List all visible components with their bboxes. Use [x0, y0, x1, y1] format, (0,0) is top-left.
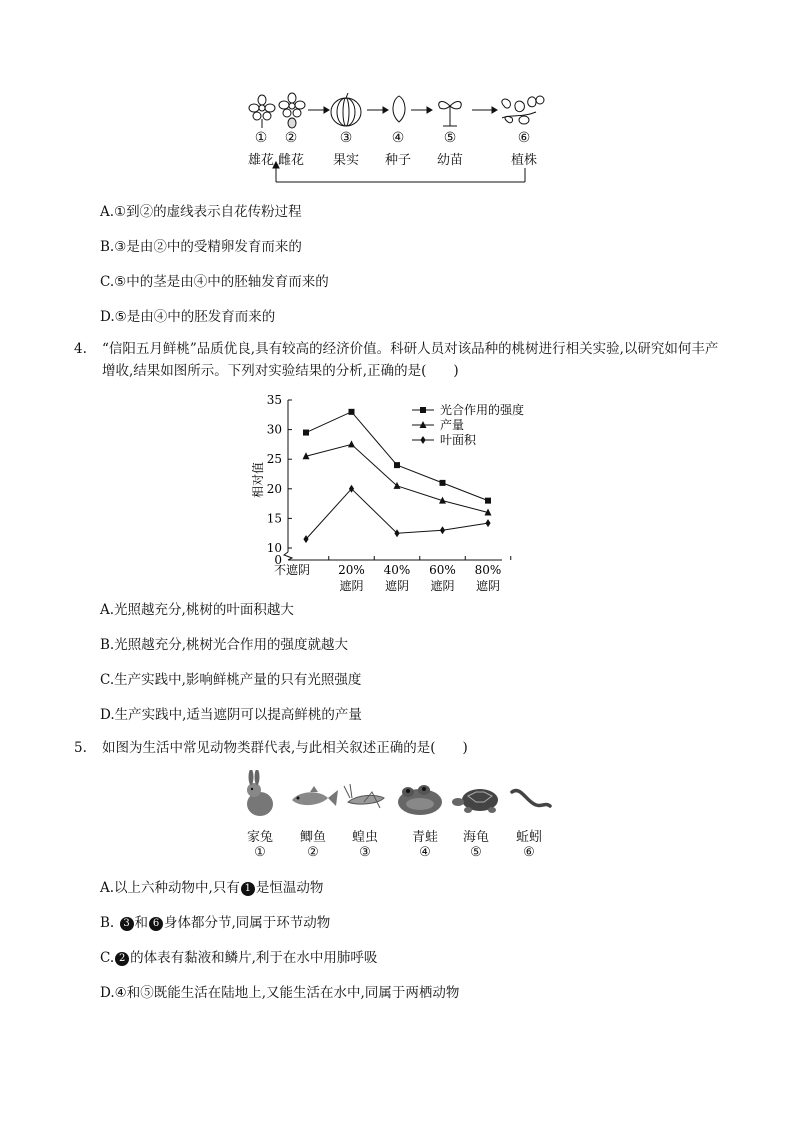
x-tick-label: 遮阴: [384, 579, 410, 592]
q4-option-a: A.光照越充分,桃树的叶面积越大: [100, 602, 294, 618]
data-point-diamond: [394, 529, 399, 537]
y-tick-label: 15: [266, 511, 282, 526]
male-flower-icon: [249, 95, 275, 128]
stage-5-num: ⑤: [443, 130, 457, 146]
q5-option-b-pre: B.: [100, 915, 119, 931]
question-5-number: 5.: [74, 740, 87, 756]
stage-1-num: ①: [254, 130, 268, 146]
seed-icon: [393, 96, 405, 122]
legend-label: 光合作用的强度: [440, 403, 525, 417]
question-5: [74, 737, 722, 759]
q4-option-d: D.生产实践中,适当遮阴可以提高鲜桃的产量: [100, 707, 362, 723]
stage-6-label: 植株: [510, 153, 537, 168]
x-tick-label: 遮阴: [339, 579, 364, 592]
data-point-diamond: [485, 519, 490, 527]
x-tick-label: 60%: [429, 563, 456, 577]
plant-icon: [502, 96, 544, 124]
stage-4-label: 种子: [384, 153, 411, 168]
filled-circle-mark: 6: [149, 917, 163, 931]
animal-3-num: ③: [359, 845, 371, 860]
y-tick-label: 0: [274, 553, 282, 567]
q5-option-c: [100, 946, 377, 966]
question-4-number: 4.: [74, 341, 87, 357]
series-3: [303, 485, 490, 543]
legend-label: 产量: [440, 418, 465, 432]
pumpkin-icon: [331, 93, 361, 126]
y-tick-label: 35: [266, 393, 282, 407]
stage-2-num: ②: [284, 130, 298, 146]
data-point-square: [303, 430, 309, 436]
stage-5-label: 幼苗: [436, 153, 463, 168]
data-point-square: [420, 407, 426, 413]
legend-label: 叶面积: [440, 433, 477, 447]
y-tick-label: 10: [266, 541, 282, 555]
data-point-diamond: [349, 485, 354, 493]
animal-6-name: 蚯蚓: [515, 830, 542, 845]
rabbit-icon: [247, 770, 273, 816]
y-tick-label: 25: [266, 452, 282, 467]
q5-option-c-pre: C.: [100, 950, 115, 966]
q3-option-b: B.③是由②中的受精卵发育而来的: [100, 239, 302, 255]
stage-4-num: ④: [391, 130, 405, 146]
x-ticks: [274, 556, 511, 592]
animal-1-num: ①: [254, 845, 266, 860]
x-tick-label: 80%: [474, 563, 502, 577]
x-tick-label: 遮阴: [475, 579, 501, 592]
data-point-square: [394, 462, 400, 468]
q3-option-d: D.⑤是由④中的胚发育而来的: [100, 309, 276, 325]
data-point-diamond: [440, 526, 445, 534]
animal-4-num: ④: [419, 845, 431, 860]
data-point-triangle: [348, 440, 355, 447]
animal-4-name: 青蛙: [411, 830, 438, 845]
data-point-square: [349, 409, 355, 415]
stage-1-label: 雄花: [247, 153, 274, 168]
y-tick-label: 30: [266, 422, 282, 437]
animal-5-name: 海龟: [462, 830, 489, 845]
question-5-text: 如图为生活中常见动物类群代表,与此相关叙述正确的是( ): [102, 740, 468, 756]
stage-3-num: ③: [339, 130, 353, 146]
x-tick-label: 20%: [338, 563, 365, 577]
q5-option-b: [100, 911, 330, 931]
series-2: [303, 440, 492, 515]
animal-5-num: ⑤: [470, 845, 482, 860]
animal-2-num: ②: [307, 845, 319, 860]
earthworm-icon: [512, 791, 550, 806]
shading-chart: [240, 392, 560, 592]
y-tick-label: 20: [266, 481, 282, 496]
data-point-square: [440, 480, 446, 486]
animal-3-name: 蝗虫: [351, 830, 378, 845]
x-tick-label: 不遮阴: [273, 563, 311, 577]
female-flower-icon: [279, 93, 305, 128]
stage-2-label: 雌花: [277, 153, 304, 168]
locust-icon: [344, 784, 384, 808]
q4-option-b: B.光照越充分,桃树光合作用的强度就越大: [100, 637, 349, 653]
q4-option-c: C.生产实践中,影响鲜桃产量的只有光照强度: [100, 672, 362, 688]
turtle-icon: [452, 789, 498, 813]
q5-option-d-text: D.④和⑤既能生活在陆地上,又能生活在水中,同属于两栖动物: [100, 985, 460, 1001]
frog-icon: [398, 785, 442, 815]
q5-option-d: [100, 981, 459, 1001]
animal-pictures: [240, 770, 560, 822]
q5-option-a: [100, 876, 323, 896]
chart-axes: [284, 400, 502, 560]
question-4-text: “信阳五月鲜桃”品质优良,具有较高的经济价值。科研人员对该品种的桃树进行相关实验,以研究如何丰产增收,结果如图所示。下列对实验结果的分析,正确的是( ): [102, 341, 719, 379]
q5-option-a-pre: A.以上六种动物中,只有: [100, 880, 240, 896]
data-point-triangle: [394, 482, 401, 489]
data-point-square: [485, 498, 491, 504]
stage-6-num: ⑥: [517, 130, 531, 146]
q3-option-a: A.①到②的虚线表示自花传粉过程: [100, 204, 302, 220]
q5-option-b-post: 身体都分节,同属于环节动物: [164, 915, 331, 931]
filled-circle-mark: 1: [241, 882, 255, 896]
seedling-icon: [439, 102, 462, 126]
x-tick-label: 遮阴: [430, 579, 455, 592]
chart-legend: [412, 402, 524, 447]
series-line: [306, 444, 488, 512]
q5-option-c-post: 的体表有黏液和鳞片,利于在水中用肺呼吸: [130, 950, 378, 966]
filled-circle-mark: 2: [115, 952, 129, 966]
stage-3-label: 果实: [332, 153, 359, 168]
animal-2-name: 鲫鱼: [299, 830, 326, 845]
x-tick-label: 40%: [383, 563, 411, 577]
q3-option-c: C.⑤中的茎是由④中的胚轴发育而来的: [100, 274, 329, 290]
fish-icon: [292, 786, 338, 806]
axis-break: [284, 552, 292, 560]
q5-option-a-post: 是恒温动物: [255, 880, 324, 896]
animal-1-name: 家兔: [246, 830, 273, 845]
y-axis-label: 相对值: [251, 461, 265, 499]
data-point-diamond: [420, 436, 425, 444]
data-point-diamond: [303, 535, 308, 543]
q5-option-b-mid: 和: [134, 915, 149, 931]
animal-6-num: ⑥: [523, 845, 535, 860]
filled-circle-mark: 3: [120, 917, 134, 931]
question-4: [74, 338, 722, 382]
